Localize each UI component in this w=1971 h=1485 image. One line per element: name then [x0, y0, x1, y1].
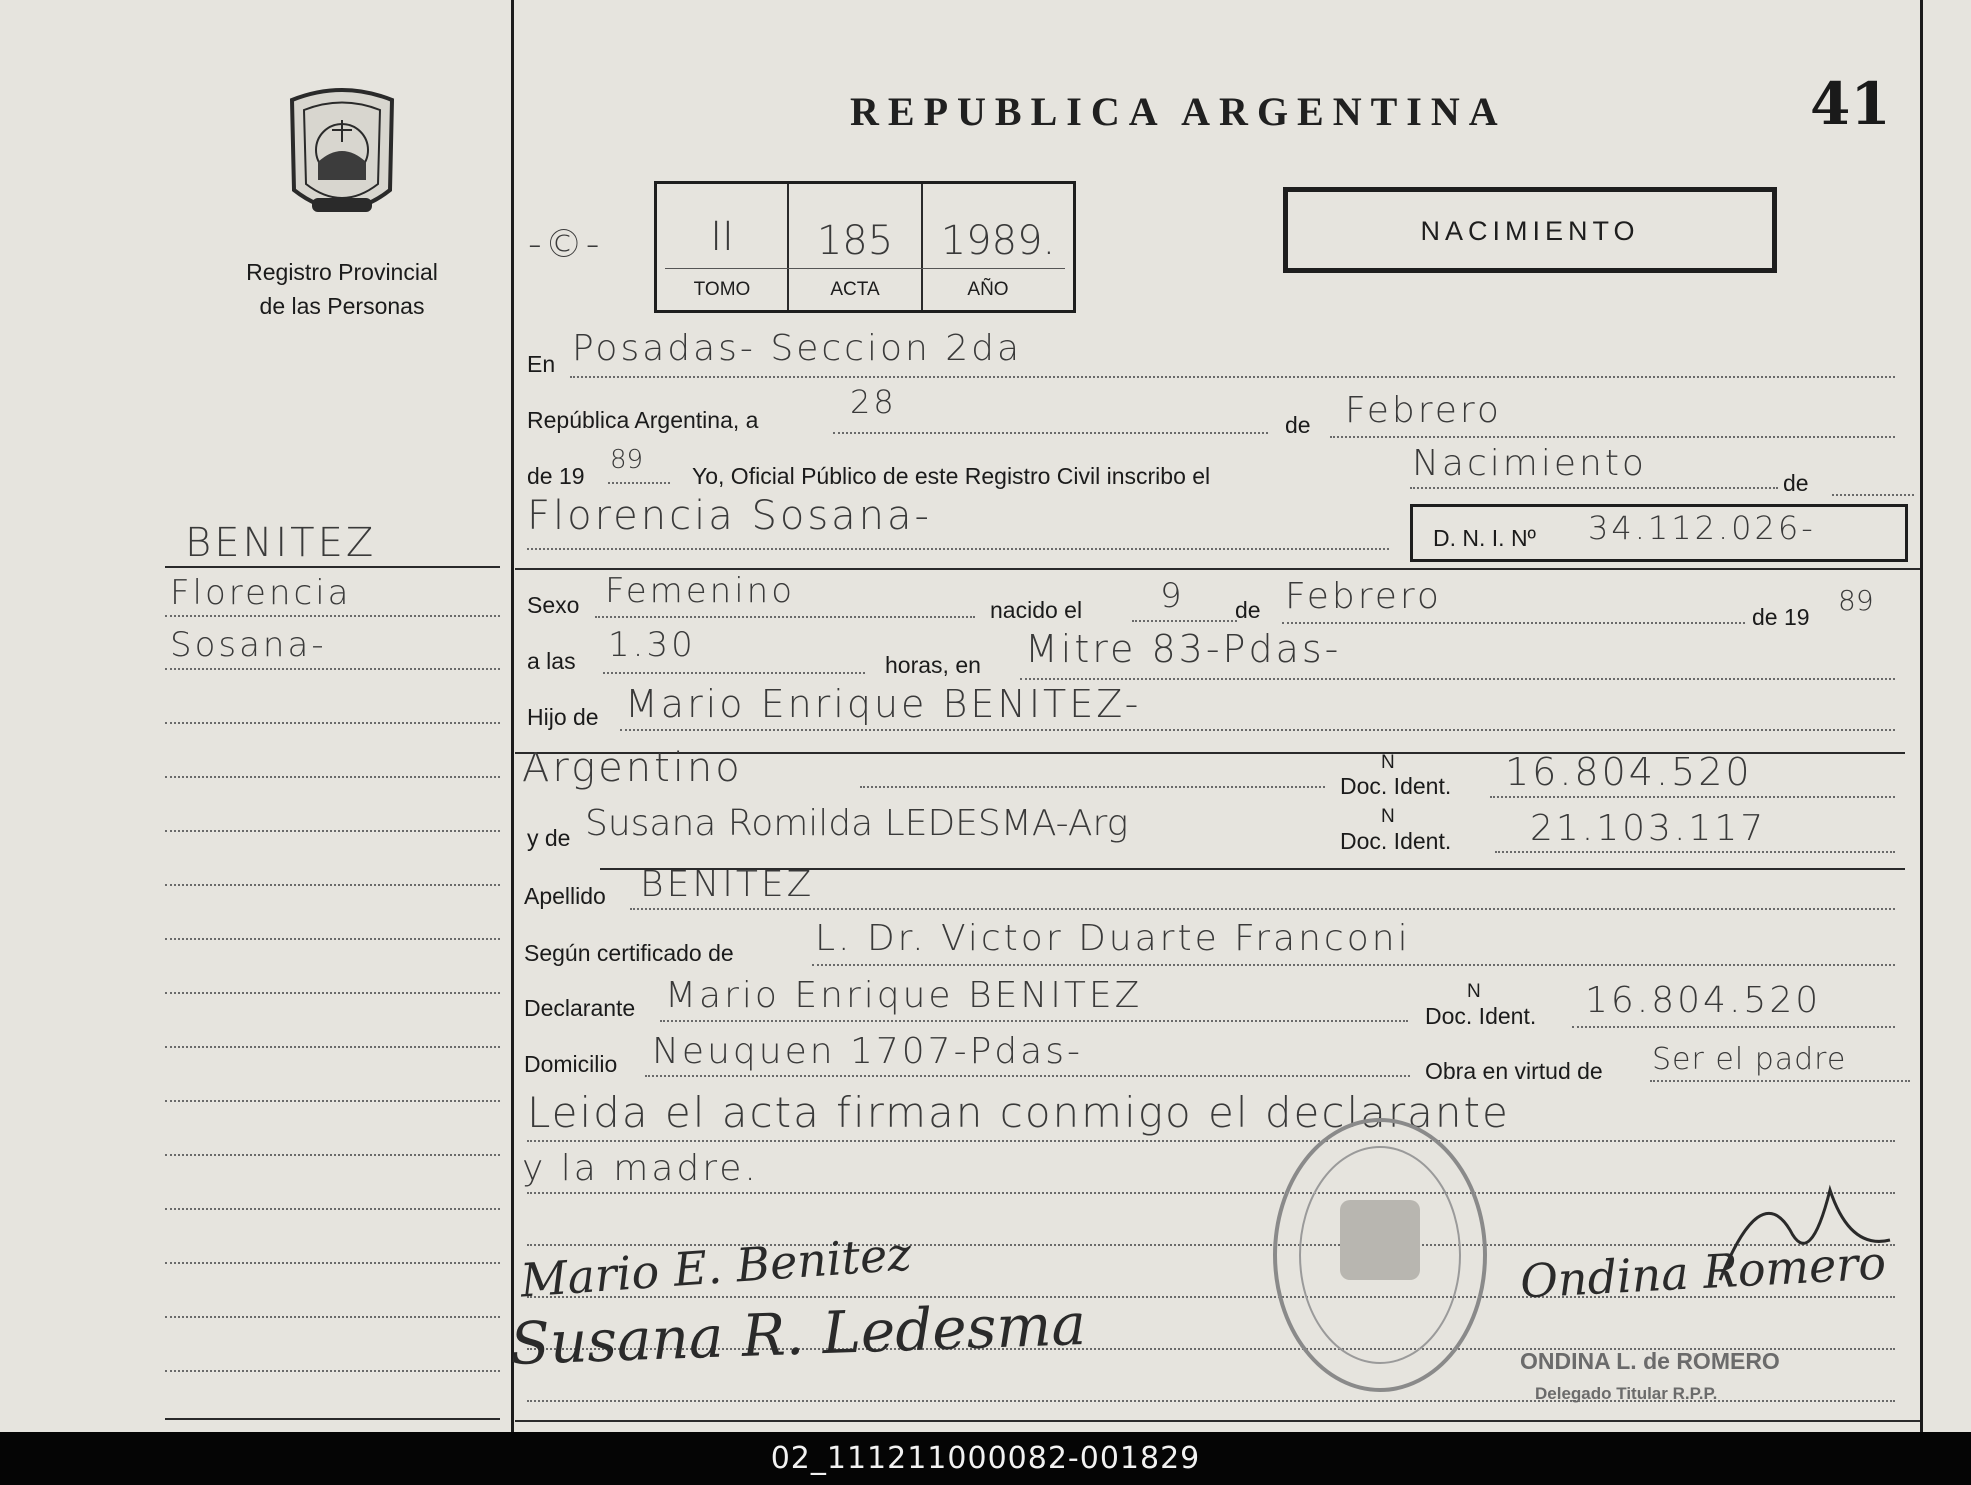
en-label: En [527, 351, 556, 377]
hijo-label: Hijo de [527, 704, 599, 730]
birth-time: 1.30 [608, 625, 696, 665]
record-type: NACIMIENTO [1420, 216, 1640, 246]
de-label-3: de [1235, 597, 1261, 623]
document-code-bar [0, 1432, 1971, 1485]
child-full-name: Florencia Sosana- [527, 493, 932, 539]
yde-label: y de [527, 825, 571, 851]
declarant-capacity: Ser el padre [1652, 1042, 1847, 1077]
declarant-name: Mario Enrique BENITEZ [665, 975, 1143, 1016]
certifying-doctor: L. Dr. Victor Duarte Franconi [815, 918, 1411, 959]
mother-doc-label: Doc. Ident. [1340, 828, 1452, 854]
registration-year: 89 [610, 445, 644, 475]
mother-name: Susana Romilda LEDESMA-Arg [585, 803, 1129, 844]
father-signature: Mario E. Benitez [518, 1226, 914, 1308]
seal-mark: -©- [528, 222, 603, 266]
official-statement: Yo, Oficial Público de este Registro Civil inscribo el [692, 463, 1211, 489]
official-stamp-name: ONDINA L. de ROMERO [1520, 1348, 1780, 1374]
registry-name-line2: de las Personas [259, 293, 425, 319]
father-name: Mario Enrique BENITEZ- [625, 682, 1142, 726]
tomo-label: TOMO [693, 279, 751, 300]
declarant-doc-number: 16.804.520 [1585, 980, 1822, 1021]
obra-label: Obra en virtud de [1425, 1058, 1603, 1084]
index-underline [165, 566, 500, 568]
tomo-acta-ano-box [654, 181, 1076, 313]
index-second-name: Sosana- [170, 625, 327, 665]
horas-label: horas, en [885, 652, 981, 678]
father-doc-n-mark: N [1381, 752, 1395, 773]
birth-place: Mitre 83-Pdas- [1025, 627, 1342, 671]
birth-day: 9 [1160, 576, 1185, 616]
place-of-registration: Posadas- Seccion 2da [572, 328, 1023, 369]
birth-year: 89 [1838, 584, 1874, 617]
registration-day: 28 [850, 383, 897, 421]
father-doc-label: Doc. Ident. [1340, 773, 1452, 799]
sexo-label: Sexo [527, 592, 580, 618]
surname-value: BENITEZ [640, 864, 815, 905]
document-code: 02_111211000082-001829 [770, 1441, 1201, 1476]
segun-label: Según certificado de [524, 940, 734, 966]
apellido-label: Apellido [524, 883, 606, 909]
ano-label: AÑO [967, 279, 1009, 300]
mother-doc-number: 21.103.117 [1530, 808, 1767, 849]
declarant-address: Neuquen 1707-Pdas- [652, 1031, 1083, 1072]
folio-number: 41 [1810, 70, 1891, 138]
ano-value: 1989. [940, 218, 1056, 264]
de-label-2: de [1783, 470, 1809, 496]
acta-value: 185 [816, 218, 894, 264]
alas-label: a las [527, 648, 576, 674]
dni-label: D. N. I. Nº [1433, 525, 1536, 551]
declarante-label: Declarante [524, 995, 636, 1021]
mother-doc-n-mark: N [1381, 806, 1395, 827]
record-type-box [1283, 187, 1777, 273]
closing-text-line1: Leida el acta firman conmigo el declarante [527, 1088, 1510, 1137]
misiones-coat-of-arms-icon [272, 80, 412, 230]
declarant-doc-label: Doc. Ident. [1425, 1003, 1537, 1029]
dni-box [1410, 504, 1908, 562]
closing-text-line2: y la madre. [522, 1148, 759, 1189]
sex-value: Femenino [605, 571, 795, 611]
birth-month: Febrero [1285, 576, 1442, 617]
father-doc-number: 16.804.520 [1505, 750, 1753, 794]
nacido-label: nacido el [990, 597, 1083, 623]
registry-name-line1: Registro Provincial [246, 259, 438, 285]
domicilio-label: Domicilio [524, 1051, 618, 1077]
declarant-doc-n-mark: N [1467, 981, 1481, 1002]
registration-month: Febrero [1345, 390, 1502, 431]
record-kind: Nacimiento [1412, 443, 1647, 484]
year-prefix-label: de 19 [527, 463, 585, 489]
father-nationality: Argentino [522, 745, 743, 791]
de19-label: de 19 [1752, 604, 1810, 630]
index-surname: BENITEZ [185, 520, 377, 566]
mother-signature: Susana R. Ledesma [508, 1289, 1087, 1379]
right-border [1920, 0, 1923, 1432]
official-signature-flourish [1700, 1170, 1900, 1310]
acta-label: ACTA [830, 279, 880, 300]
registry-round-stamp [1265, 1110, 1495, 1400]
official-stamp-title: Delegado Titular R.P.P. [1535, 1384, 1718, 1403]
dni-number: 34.112.026- [1588, 509, 1816, 547]
left-panel-border [511, 0, 514, 1432]
index-first-name: Florencia [170, 573, 352, 613]
tomo-value: II [710, 214, 734, 260]
de-label: de [1285, 412, 1311, 438]
republica-label: República Argentina, a [527, 407, 759, 433]
official-signature: Ondina Romero [1518, 1235, 1888, 1309]
country-title: REPUBLICA ARGENTINA [850, 89, 1507, 134]
